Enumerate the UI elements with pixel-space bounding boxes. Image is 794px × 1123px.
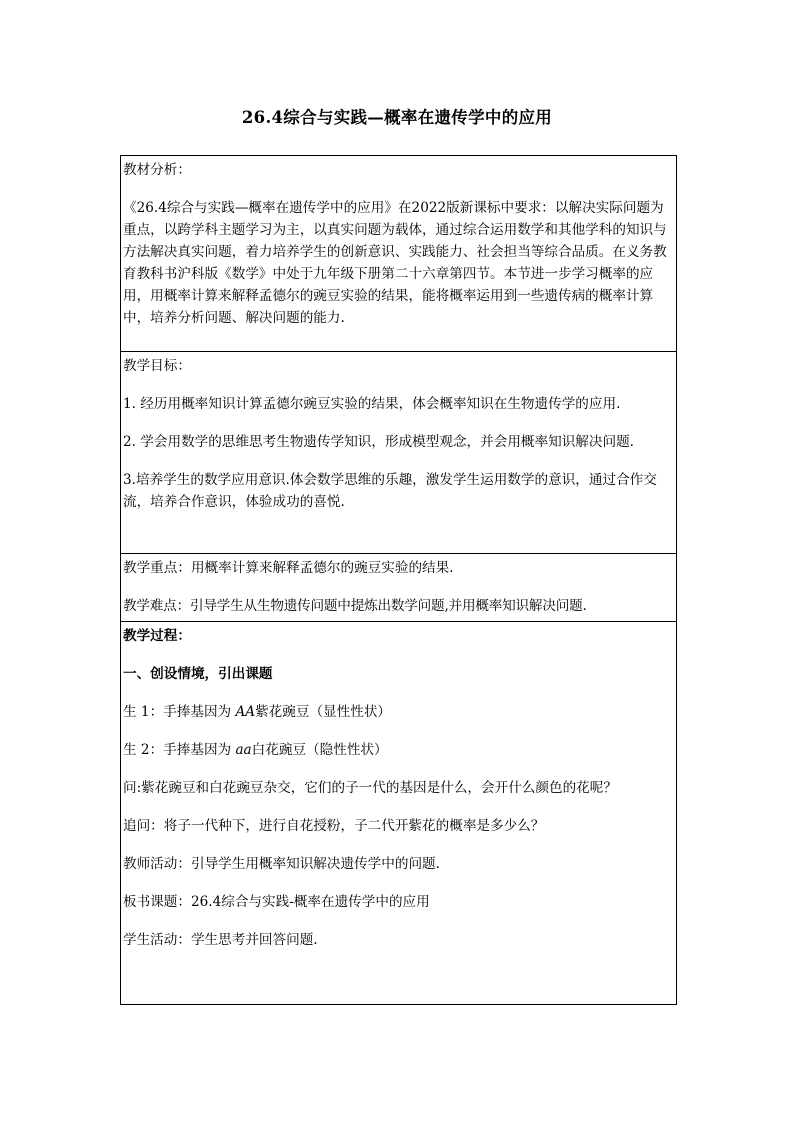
question-text: 问:紫花豌豆和白花豌豆杂交，它们的子一代的基因是什么，会开什么颜色的花呢？	[123, 780, 617, 796]
objective-item: 3.培养学生的数学应用意识.体会数学思维的乐趣，激发学生运用数学的意识，通过合作交流，培养合作意识，体验成功的喜悦.	[123, 472, 657, 510]
teacher-activity: 教师活动：引导学生用概率知识解决遗传学中的问题.	[123, 856, 440, 872]
analysis-cell	[121, 156, 677, 352]
teaching-focus: 教学重点：用概率计算来解释孟德尔的豌豆实验的结果.	[123, 560, 454, 576]
followup-question: 追问：将子一代种下，进行自花授粉，子二代开紫花的概率是多少么？	[123, 818, 545, 834]
analysis-heading: 教材分析：	[123, 162, 191, 178]
table-row	[121, 156, 677, 352]
objective-item: 1. 经历用概率知识计算孟德尔豌豆实验的结果，体会概率知识在生物遗传学的应用.	[123, 396, 621, 412]
gene-aa-recessive: aa	[235, 742, 252, 758]
lesson-plan-table	[120, 155, 677, 1005]
analysis-body: 《26.4综合与实践—概率在遗传学中的应用》在2022版新课标中要求：以解决实际问题为重点，以跨学科主题学习为主，以真实问题为载体，通过综合运用数学和其他学科的知识与方法解决真实问题，着力培养学生的创新意识、实践能力、社会担当等综合品质。在义务教育教科书沪科版《数学》中处于九年级下册第二十六章第四节。本节进一步学习概率的应用，用概率计算来解释孟德尔的豌豆实验的结果，能将概率运用到一些遗传病的概率计算中，培养分析问题、解决问题的能力.	[123, 200, 667, 326]
key-points-cell	[121, 554, 677, 622]
board-topic: 板书课题：26.4综合与实践-概率在遗传学中的应用	[123, 894, 430, 910]
page-title: 26.4综合与实践—概率在遗传学中的应用	[241, 108, 553, 127]
process-cell	[121, 622, 677, 1005]
table-row	[121, 352, 677, 554]
student-1-line: 生 1：手捧基因为 AA紫花豌豆（显性性状）	[123, 704, 392, 720]
objectives-cell	[121, 352, 677, 554]
table-row	[121, 622, 677, 1005]
gene-aa-dominant: AA	[235, 704, 256, 720]
section-heading: 一、创设情境，引出课题	[123, 666, 273, 682]
process-heading: 教学过程：	[123, 628, 191, 644]
objective-item: 2. 学会用数学的思维思考生物遗传学知识，形成模型观念，并会用概率知识解决问题.	[123, 434, 634, 450]
objectives-heading: 教学目标：	[123, 358, 191, 374]
table-row	[121, 554, 677, 622]
teaching-difficulty: 教学难点：引导学生从生物遗传问题中提炼出数学问题,并用概率知识解决问题.	[123, 598, 587, 614]
student-activity: 学生活动：学生思考并回答问题.	[123, 932, 318, 948]
student-2-line: 生 2：手捧基因为 aa白花豌豆（隐性性状）	[123, 742, 388, 758]
